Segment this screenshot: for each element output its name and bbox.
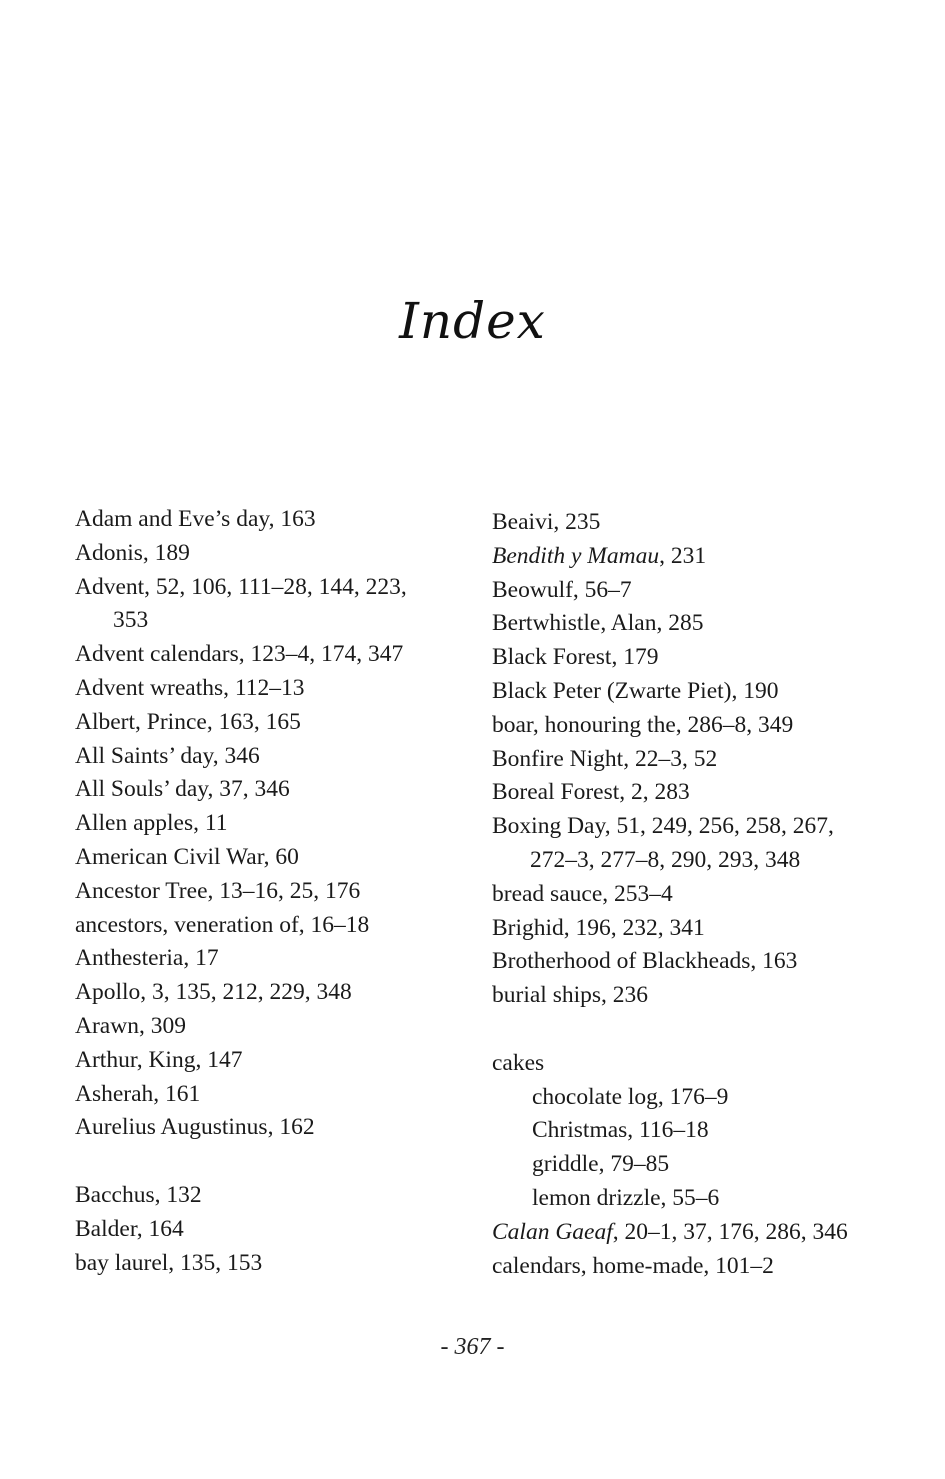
index-entry: Beowulf, 56–7	[492, 576, 632, 603]
index-entry: Advent calendars, 123–4, 174, 347	[75, 641, 404, 668]
index-entry: ancestors, veneration of, 16–18	[75, 911, 370, 938]
index-entry: Arthur, King, 147	[75, 1046, 243, 1073]
index-column-left	[75, 503, 465, 1280]
index-entry: Boreal Forest, 2, 283	[492, 779, 690, 806]
page-number: - 367 -	[440, 1334, 505, 1360]
index-entry	[492, 540, 912, 574]
index-entry: Advent, 52, 106, 111–28, 144, 223,	[75, 573, 407, 600]
index-subentry: lemon drizzle, 55–6	[532, 1184, 720, 1211]
index-entry: Ancestor Tree, 13–16, 25, 176	[75, 877, 361, 904]
index-entry: boar, honouring the, 286–8, 349	[492, 711, 794, 738]
page-title: Index	[399, 292, 546, 350]
index-entry: Beaivi, 235	[492, 509, 601, 535]
index-term-italic: Bendith y Mamau	[492, 542, 660, 569]
index-subentry: Christmas, 116–18	[532, 1117, 709, 1144]
index-entry: Balder, 164	[75, 1215, 184, 1242]
index-entry: Allen apples, 11	[75, 810, 228, 837]
index-term-italic: Calan Gaeaf	[492, 1218, 613, 1245]
index-entry: Adam and Eve’s day, 163	[75, 506, 316, 532]
index-entry: Black Forest, 179	[492, 644, 659, 671]
index-page-refs: , 231	[659, 542, 707, 569]
index-entry: Asherah, 161	[75, 1080, 201, 1107]
index-entry: Black Peter (Zwarte Piet), 190	[492, 677, 779, 704]
index-entry: cakes	[492, 1049, 545, 1076]
index-page-refs: , 20–1, 37, 176, 286, 346	[612, 1218, 848, 1245]
index-entry: burial ships, 236	[492, 982, 649, 1009]
index-entry: Anthesteria, 17	[75, 945, 219, 972]
index-entry: Adonis, 189	[75, 539, 190, 566]
index-entry: Arawn, 309	[75, 1012, 186, 1039]
index-entry: All Souls’ day, 37, 346	[75, 776, 290, 803]
index-entry: All Saints’ day, 346	[75, 742, 260, 769]
index-entry: Boxing Day, 51, 249, 256, 258, 267,	[492, 813, 834, 840]
index-entry	[492, 1216, 912, 1250]
index-entry: Bertwhistle, Alan, 285	[492, 610, 704, 637]
index-entry: Bonfire Night, 22–3, 52	[492, 745, 718, 772]
index-entry: bay laurel, 135, 153	[75, 1249, 263, 1276]
index-entry: calendars, home-made, 101–2	[492, 1252, 774, 1279]
index-entry: Albert, Prince, 163, 165	[75, 708, 301, 735]
index-entry: Brotherhood of Blackheads, 163	[492, 948, 798, 975]
index-column-right	[492, 506, 912, 1283]
index-subentry: chocolate log, 176–9	[532, 1083, 729, 1110]
index-entry: Brighid, 196, 232, 341	[492, 914, 705, 941]
index-entry: bread sauce, 253–4	[492, 880, 673, 907]
index-entry: Aurelius Augustinus, 162	[75, 1114, 315, 1141]
index-subentry: griddle, 79–85	[532, 1151, 670, 1178]
index-entry-continuation: 353	[113, 607, 149, 634]
index-entry: Bacchus, 132	[75, 1181, 202, 1208]
index-entry-continuation: 272–3, 277–8, 290, 293, 348	[530, 846, 801, 873]
index-entry: Apollo, 3, 135, 212, 229, 348	[75, 979, 352, 1006]
index-entry: Advent wreaths, 112–13	[75, 674, 305, 701]
index-entry: American Civil War, 60	[75, 843, 299, 870]
